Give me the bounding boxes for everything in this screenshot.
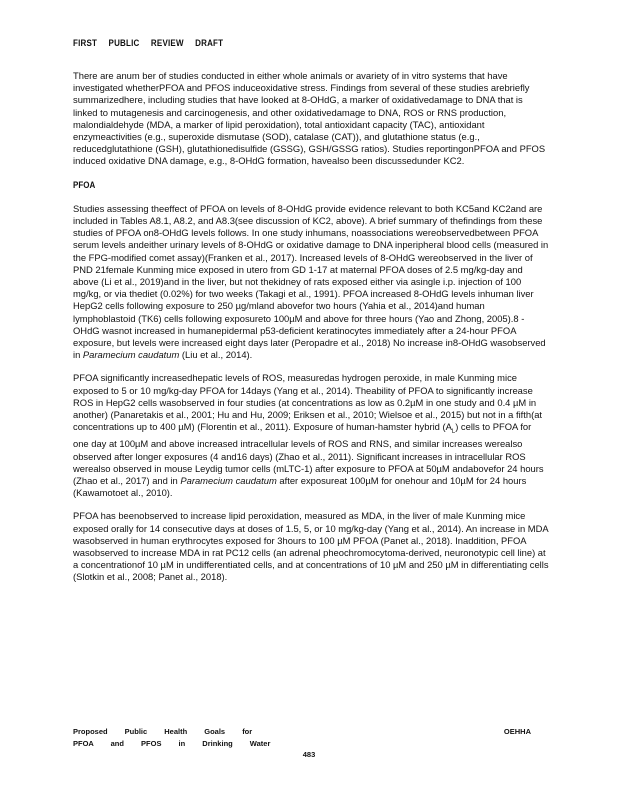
- page-number: 483: [302, 750, 316, 759]
- draft-header: FIRST PUBLIC REVIEW DRAFT: [73, 38, 224, 49]
- paragraph-text: PFOA significantly increasedhepatic levels of ROS, measuredas hydrogen peroxide, in male Kunming mice exposed to 5 or 10 mg/kg-day PFOA for 14days (Yang et al., 2014). Theability of PFOA to significantly increase ROS in HepG2 cells wasobserved in four studies (at concentrations as low as 0.2µM in one study and 0.4 µM in another) (Panaretakis et al., 2001; Hu and Hu, 2009; Eriksen et al., 2010; Wielsoe et al., 2015) but not in a fifth(at concentrations up to 400 µM) (Florentin et al., 2011). Exposure of human-hamster hybrid (A: [73, 372, 543, 433]
- subscript: L: [451, 429, 456, 436]
- species-name: Paramecium caudatum: [180, 474, 277, 486]
- section-heading-pfoa: PFOA: [73, 179, 96, 191]
- paragraph-text: (Liu et al., 2014).: [181, 349, 253, 361]
- paragraph-text: after exposureat 100µM for onehour and 10µM for 24 hours (Kawamotoet al., 2010).: [73, 474, 527, 499]
- paragraph-text: Studies assessing theeffect of PFOA on levels of 8-OHdG provide evidence relevant to both KC5and KC2and are included in Tables A8.1, A8.2, and A8.3(see discussion of KC2, above). A brief summary of thefindings from these studies of PFOA on8-OHdG levels follows. In one study inhumans, noassociations wereobservedbetween PFOA serum levels andeither urinary levels of 8-OHdG or oxidative damage to DNA inperipheral blood cells (measured in the FPG-modified comet assay)(Franken et al., 2017). Increased levels of 8-OHdG wereobserved in the liver of PND 21female Kunming mice exposed in utero from GD 1-17 at maternal PFOA doses of 2.5 mg/kg-day and above (Li et al., 2019)and in the liver, but not thekidney of rats exposed either via asingle i.p. injection of 100 mg/kg, or via thediet (0.02%) for two weeks (Takagi et al., 1991). PFOA increased 8-OHdG levels inhuman liver HepG2 cells following exposure to 250 µg/mland abovefor two hours (Yahia et al., 2014)and human lymphoblastoid (TK6) cells following exposureto 100µM and above for three hours (Yao and Zhong, 2005).8 -OHdG wasnot increased in humanepidermal p53-deficient keratinocytes immediately after a 24-hour PFOA exposure, but levels were increased eight days later (Peropadre et al., 2018) No increase in8-OHdG wasobserved in: [73, 202, 549, 361]
- paragraph-mda: PFOA has beenobserved to increase lipid peroxidation, measured as MDA, in the liver of male Kunming mice exposed orally for 14 consecutive days at doses of 1.5, 5, or 10 mg/kg-day (Yang et al., 2014). An increase in MDA wasobserved in human erythrocytes exposed for 3hours to 100 µM PFOA (Panet al., 2018). Inaddition, PFOA wasobserved to increase MDA in rat PC12 cells (an adrenal pheochromocytoma-derived, neuronotypic cell line) at a concentrationof 10 µM in undifferentiated cells, and at concentrations of 10 µM and 250 µM in differentiating cells (Slotkin et al., 2008; Panet al., 2018).: [73, 510, 549, 583]
- footer-title: [73, 726, 303, 749]
- species-name: Paramecium caudatum: [82, 349, 180, 361]
- footer-line: Proposed Public Health Goals for: [73, 727, 253, 736]
- footer-line: PFOA and PFOS in Drinking Water: [73, 738, 271, 748]
- intro-paragraph: There are anum ber of studies conducted in either whole animals or avariety of in vitro systems that have investigated whetherPFOA and PFOS induceoxidative stress. Findings from several of these studies arebriefly summarizedhere, including studies that have looked at 8-OHdG, a marker of oxidativedamage to DNA that is linked to mutagenesis and carcinogenesis, and other oxidativedamage to DNA, ROS or RNS production, malondialdehyde (MDA, a marker of lipid peroxidation), total antioxidant capacity (TAC), antioxidant enzymeactivities (e.g., superoxide dismutase (SOD), catalase (CAT)), and glutathione status (e.g., reducedglutathione (GSH), glutathionedisulfide (GSSG), GSH/GSSG ratios). Studies reportingonPFOA and PFOS induced oxidative DNA damage, e.g., 8-OHdG formation, havealso been discussedunder KC2.: [73, 70, 546, 167]
- footer-agency: OEHHA: [503, 727, 531, 736]
- body-text: [73, 70, 549, 595]
- paragraph-8-ohdg: [73, 203, 549, 362]
- paragraph-text: ) cells to PFOA for one day at 100µM and above increased intracellular levels of ROS and RNS, and similar increases werealso observed after longer exposures (4 and16 days) (Zhao et al., 2011). Significant increases in intracellular ROS werealso observed in mouse Leydig tumor cells (mLTC-1) after exposure to PFOA at 50µM andabovefor 24 hours (Zhao et al., 2017) and in: [73, 421, 544, 486]
- paragraph-ros: [73, 372, 549, 499]
